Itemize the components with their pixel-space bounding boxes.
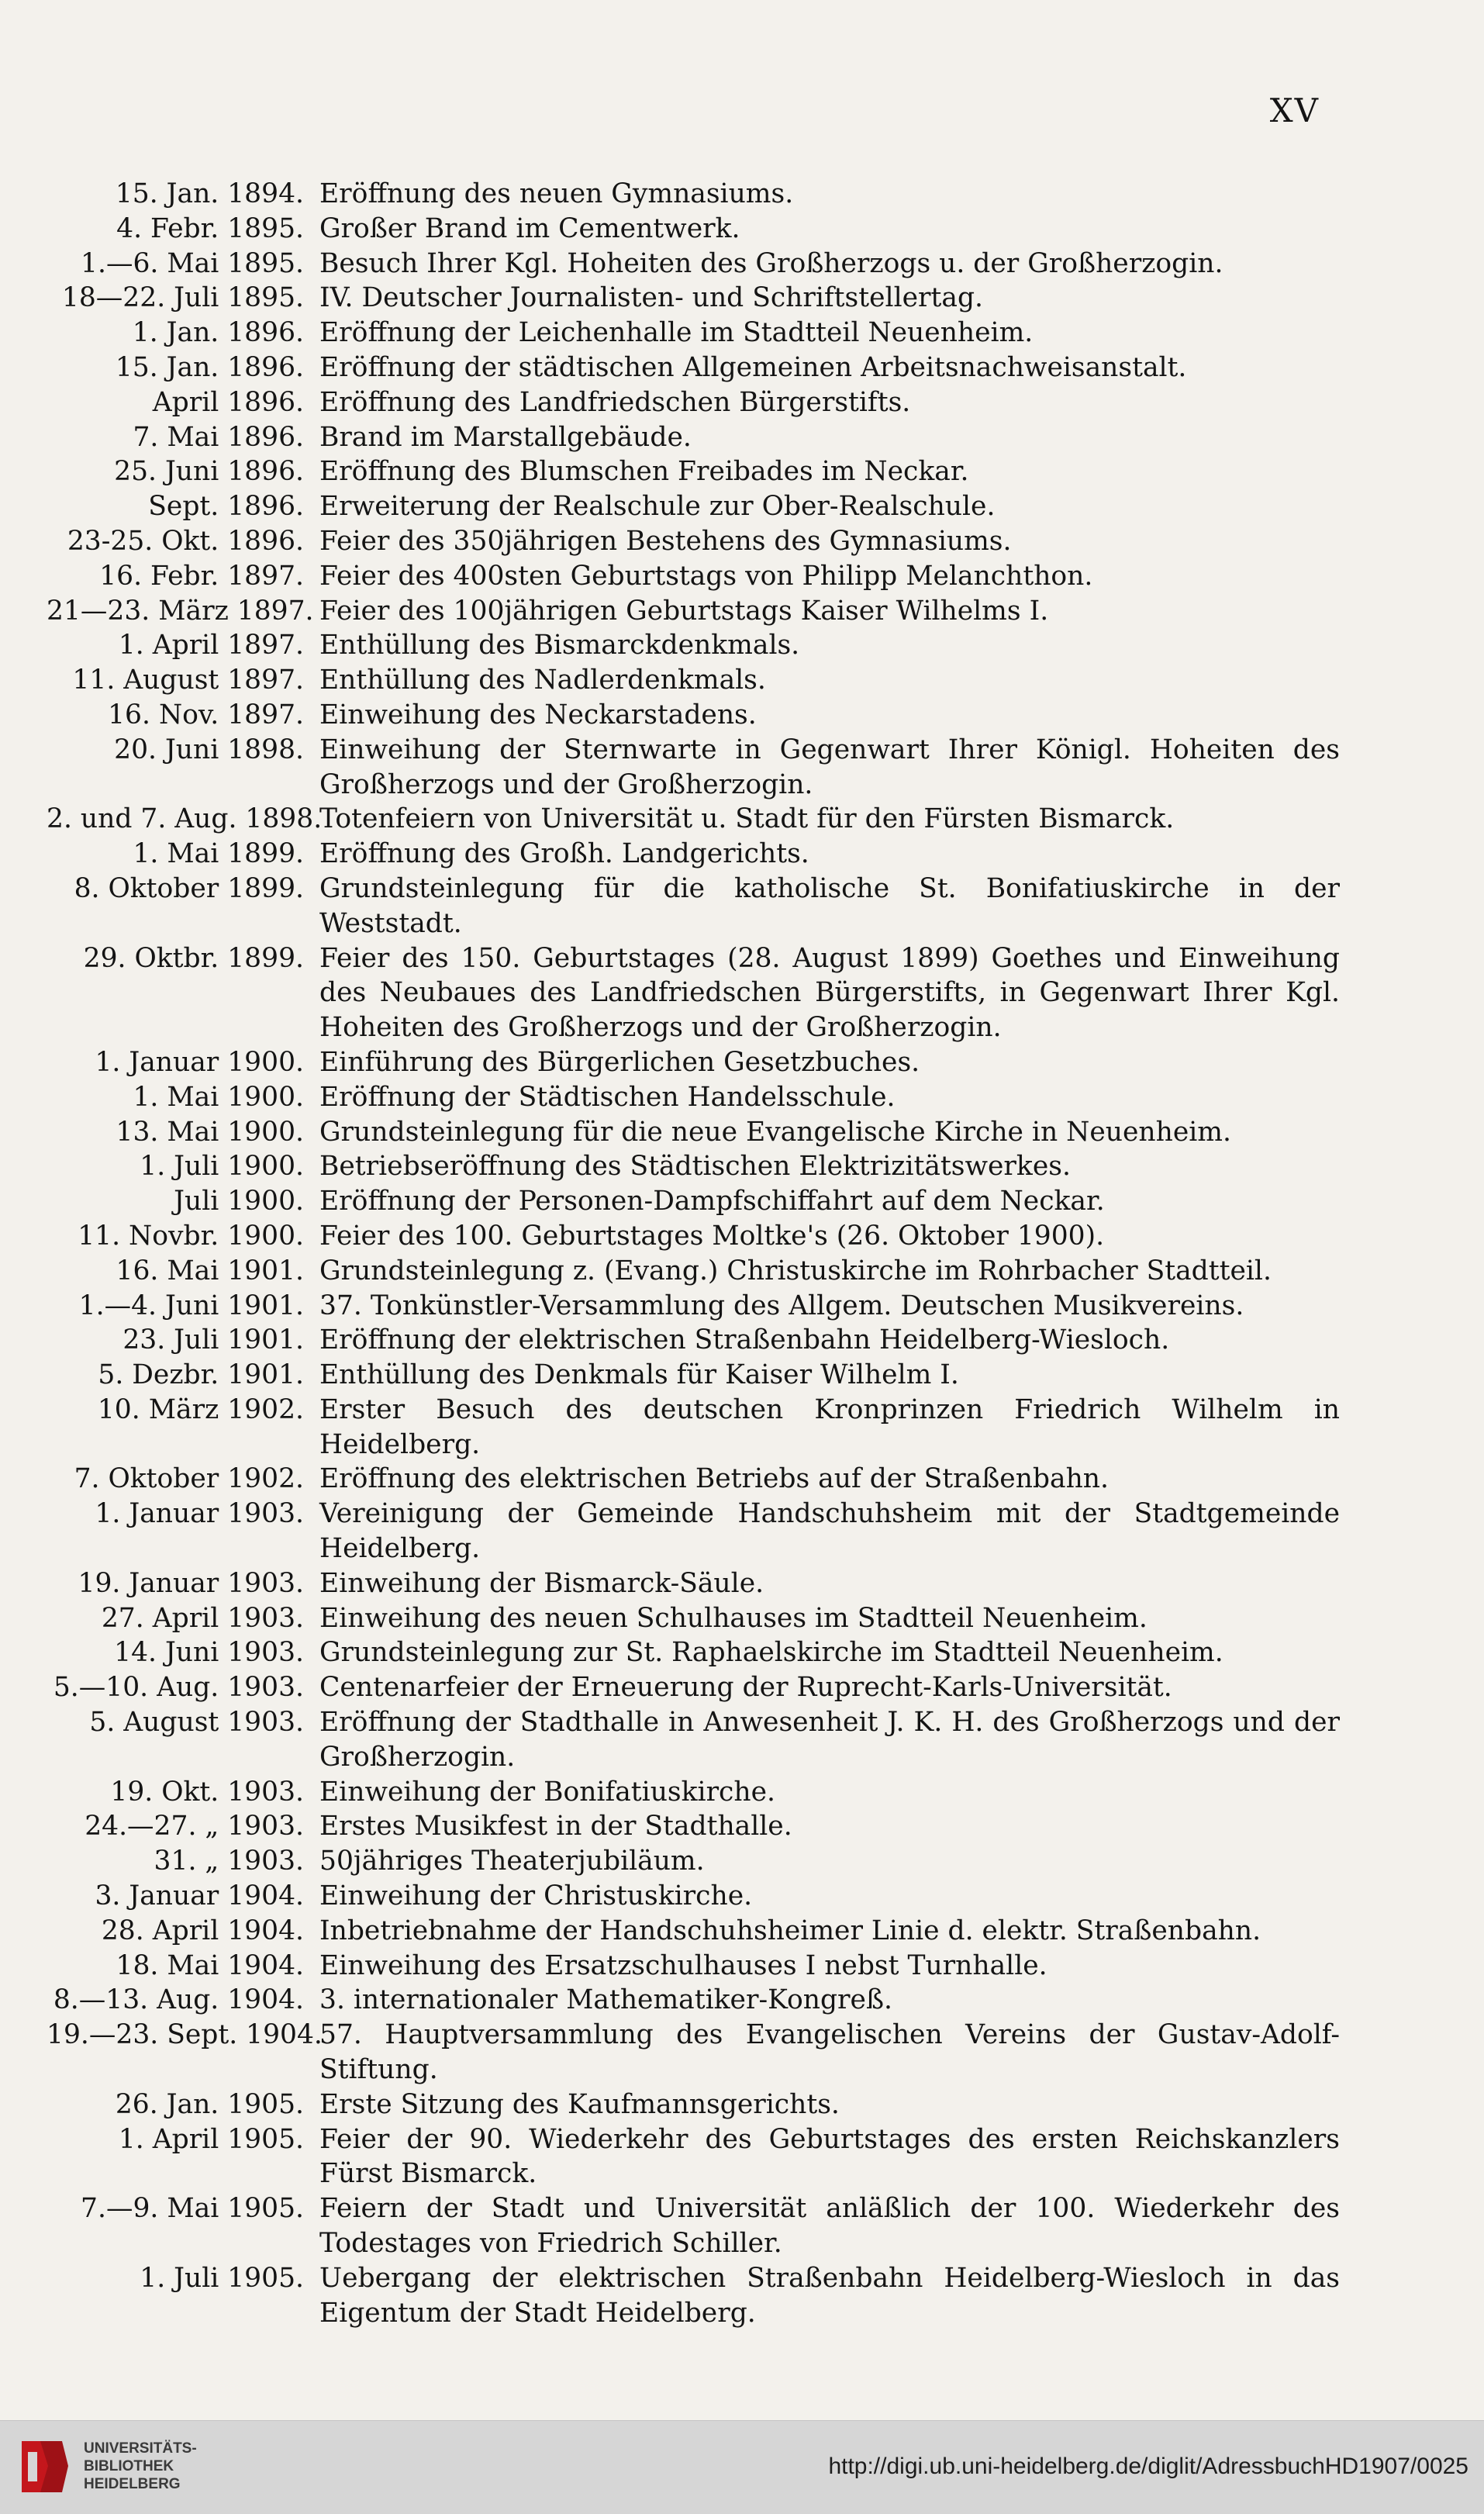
entry-event: Eröffnung der städtischen Allgemeinen Arbeitsnachweisanstalt.	[319, 351, 1187, 383]
chronology-entry	[47, 663, 1340, 698]
chronology-entry	[47, 420, 1340, 455]
source-url-link[interactable]: http://digi.ub.uni-heidelberg.de/diglit/AdressbuchHD1907/0025	[828, 2454, 1468, 2479]
entry-event: 37. Tonkünstler-Versammlung des Allgem. Deutschen Musikvereins.	[319, 1290, 1244, 1321]
entry-date: 20. Juni 1898.	[114, 734, 304, 765]
entry-date: 15. Jan. 1894.	[115, 178, 304, 209]
chronology-entry	[47, 1879, 1340, 1914]
entry-event: Einweihung des Neckarstadens.	[319, 699, 757, 730]
entry-event: Eröffnung des elektrischen Betriebs auf der Straßenbahn.	[319, 1463, 1109, 1495]
entry-date: 15. Jan. 1896.	[115, 351, 304, 383]
chronology-entry	[47, 385, 1340, 420]
entry-date: 8.—13. Aug. 1904.	[53, 1984, 304, 2016]
entry-date: 8. Oktober 1899.	[74, 872, 304, 904]
university-library-logo-icon	[14, 2435, 73, 2498]
entry-event: 50jähriges Theaterjubiläum.	[319, 1846, 705, 1877]
entry-event: Grundsteinlegung zur St. Raphaelskirche im Stadtteil Neuenheim.	[319, 1637, 1223, 1669]
chronology-entry	[47, 1497, 1340, 1566]
entry-event: Einweihung der Christuskirche.	[319, 1880, 753, 1912]
entry-event: Brand im Marstallgebäude.	[319, 421, 692, 453]
chronology-entry	[47, 1254, 1340, 1289]
chronology-entry	[47, 2018, 1340, 2088]
entry-event: Eröffnung der Personen-Dampfschiffahrt auf dem Neckar.	[319, 1186, 1105, 1217]
entry-event: Feier des 100jährigen Geburtstags Kaiser Wilhelms I.	[319, 595, 1049, 627]
chronology-entry	[47, 351, 1340, 385]
entry-date: 25. Juni 1896.	[114, 456, 304, 488]
chronology-entry	[47, 454, 1340, 489]
chronology-entry	[47, 1670, 1340, 1705]
chronology-entry	[47, 281, 1340, 316]
entry-event: 57. Hauptversammlung des Evangelischen Vereins der Gustav-Adolf-Stiftung.	[319, 2019, 1340, 2086]
chronology-entry	[47, 559, 1340, 594]
entry-date: 18. Mai 1904.	[116, 1949, 304, 1981]
chronology-entry	[47, 1705, 1340, 1775]
entry-date: April 1896.	[152, 386, 304, 418]
entry-event: Feier des 400sten Geburtstags von Philipp Melanchthon.	[319, 560, 1093, 592]
entry-event: Centenarfeier der Erneuerung der Ruprecht-Karls-Universität.	[319, 1672, 1172, 1704]
logo-line: HEIDELBERG	[84, 2476, 181, 2492]
entry-event: Einführung des Bürgerlichen Gesetzbuches.	[319, 1046, 920, 1078]
entry-event: Uebergang der elektrischen Straßenbahn Heidelberg-Wiesloch in das Eigentum der Stadt Heidelberg.	[319, 2262, 1340, 2329]
entry-event: Eröffnung der elektrischen Straßenbahn Heidelberg-Wiesloch.	[319, 1324, 1170, 1356]
entry-event: Einweihung der Bismarck-Säule.	[319, 1567, 764, 1599]
entry-date: 19. Januar 1903.	[78, 1567, 304, 1599]
entry-event: IV. Deutscher Journalisten- und Schriftstellertag.	[319, 282, 983, 314]
chronology-entry	[47, 489, 1340, 524]
chronology-entry	[47, 1983, 1340, 2018]
entry-event: Totenfeiern von Universität u. Stadt für den Fürsten Bismarck.	[319, 803, 1175, 835]
entry-event: Eröffnung des Blumschen Freibades im Neckar.	[319, 456, 969, 488]
chronology-entry	[47, 941, 1340, 1045]
entry-date: 5. August 1903.	[89, 1707, 304, 1739]
chronology-entry	[47, 1949, 1340, 1984]
entry-event: Feier des 350jährigen Bestehens des Gymnasiums.	[319, 525, 1012, 557]
chronology-entry	[47, 1566, 1340, 1601]
entry-date: 14. Juni 1903.	[114, 1637, 304, 1669]
footer-bar	[0, 2420, 1484, 2514]
chronology-entry	[47, 1775, 1340, 1810]
entry-date: 1. April 1905.	[118, 2123, 304, 2155]
entry-event: Erste Sitzung des Kaufmannsgerichts.	[319, 2088, 840, 2120]
entry-event: Betriebseröffnung des Städtischen Elektrizitätswerkes.	[319, 1151, 1071, 1183]
chronology-entry	[47, 1635, 1340, 1670]
chronology-entry	[47, 733, 1340, 803]
entry-event: Grundsteinlegung für die katholische St. Bonifatiuskirche in der Weststadt.	[319, 872, 1340, 939]
entry-event: Eröffnung der Städtischen Handelsschule.	[319, 1081, 896, 1113]
entry-date: 23-25. Okt. 1896.	[67, 525, 304, 557]
entry-date: 26. Jan. 1905.	[115, 2088, 304, 2120]
chronology-entry	[47, 872, 1340, 941]
chronology-entry	[47, 2191, 1340, 2261]
entry-date: 4. Febr. 1895.	[116, 212, 304, 244]
chronology-entry	[47, 1323, 1340, 1358]
entry-date: 7. Oktober 1902.	[74, 1463, 304, 1495]
entry-event: Einweihung der Sternwarte in Gegenwart Ihrer Königl. Hoheiten des Großherzogs und der Großherzogin.	[319, 734, 1340, 800]
entry-event: Feiern der Stadt und Universität anläßlich der 100. Wiederkehr des Todestages von Friedrich Schiller.	[319, 2193, 1340, 2260]
entry-event: Einweihung der Bonifatiuskirche.	[319, 1776, 775, 1808]
entry-event: Inbetriebnahme der Handschuhsheimer Linie d. elektr. Straßenbahn.	[319, 1915, 1261, 1946]
chronology-entry	[47, 1601, 1340, 1636]
entry-date: 5. Dezbr. 1901.	[98, 1359, 304, 1391]
entry-date: 24.—27. „ 1903.	[85, 1811, 304, 1842]
chronology-entry	[47, 1462, 1340, 1497]
chronology-entry	[47, 1219, 1340, 1254]
entry-date: 16. Mai 1901.	[116, 1255, 304, 1286]
chronology-entry	[47, 1844, 1340, 1879]
chronology-entry	[47, 1289, 1340, 1324]
chronology-entry	[47, 1149, 1340, 1184]
entry-event: Feier des 150. Geburtstages (28. August 1899) Goethes und Einweihung des Neubaues des Landfriedschen Bürgerstifts, in Gegenwart Ihrer Kgl. Hoheiten des Großherzogs und der Großherzogin.	[319, 942, 1340, 1044]
entry-event: Enthüllung des Denkmals für Kaiser Wilhelm I.	[319, 1359, 959, 1391]
entry-date: 11. August 1897.	[72, 665, 304, 696]
entry-date: 13. Mai 1900.	[116, 1116, 304, 1148]
logo-line: UNIVERSITÄTS-	[84, 2440, 197, 2457]
entry-date: 16. Febr. 1897.	[99, 560, 304, 592]
entry-event: Erweiterung der Realschule zur Ober-Realschule.	[319, 491, 996, 523]
entry-event: Erstes Musikfest in der Stadthalle.	[319, 1811, 792, 1842]
entry-date: 31. „ 1903.	[154, 1846, 304, 1877]
entry-event: Besuch Ihrer Kgl. Hoheiten des Großherzogs u. der Großherzogin.	[319, 247, 1223, 279]
entry-date: 1.—6. Mai 1895.	[81, 247, 304, 279]
entry-date: 10. März 1902.	[97, 1393, 304, 1425]
entry-date: 7.—9. Mai 1905.	[81, 2193, 304, 2225]
entry-date: 1. Mai 1900.	[133, 1081, 304, 1113]
entry-date: 28. April 1904.	[101, 1915, 304, 1946]
chronology-entry	[47, 1809, 1340, 1844]
entry-event: 3. internationaler Mathematiker-Kongreß.	[319, 1984, 892, 2016]
entry-event: Großer Brand im Cementwerk.	[319, 212, 740, 244]
entry-event: Eröffnung der Stadthalle in Anwesenheit J. K. H. des Großherzogs und der Großherzogin.	[319, 1707, 1340, 1773]
entry-date: 7. Mai 1896.	[133, 421, 304, 453]
chronology-entry	[47, 1115, 1340, 1150]
entry-event: Einweihung des Ersatzschulhauses I nebst Turnhalle.	[319, 1949, 1047, 1981]
entry-event: Grundsteinlegung z. (Evang.) Christuskirche im Rohrbacher Stadtteil.	[319, 1255, 1272, 1286]
chronology-entry	[47, 1045, 1340, 1080]
chronology-entry	[47, 247, 1340, 281]
entry-date: 19. Okt. 1903.	[110, 1776, 304, 1808]
entry-date: 1. April 1897.	[118, 630, 304, 661]
chronology-entry	[47, 177, 1340, 212]
entry-date: 1. Jan. 1896.	[132, 317, 304, 349]
entry-event: Eröffnung des Landfriedschen Bürgerstifts.	[319, 386, 911, 418]
chronology-entry	[47, 1184, 1340, 1219]
entry-event: Eröffnung der Leichenhalle im Stadtteil Neuenheim.	[319, 317, 1034, 349]
entry-date: 2. und 7. Aug. 1898.	[47, 803, 323, 835]
entry-event: Grundsteinlegung für die neue Evangelische Kirche in Neuenheim.	[319, 1116, 1231, 1148]
entry-event: Feier des 100. Geburtstages Moltke's (26. Oktober 1900).	[319, 1220, 1105, 1252]
entry-date: 18—22. Juli 1895.	[61, 282, 304, 314]
chronology-entry	[47, 1358, 1340, 1393]
entry-date: 1.—4. Juni 1901.	[78, 1290, 304, 1321]
chronology-entry	[47, 2261, 1340, 2331]
entry-date: 5.—10. Aug. 1903.	[53, 1672, 304, 1704]
chronology-entry	[47, 1914, 1340, 1949]
logo-line: BIBLIOTHEK	[84, 2458, 174, 2474]
entry-event: Einweihung des neuen Schulhauses im Stadtteil Neuenheim.	[319, 1602, 1148, 1634]
entry-date: 16. Nov. 1897.	[108, 699, 304, 730]
entry-date: 1. Januar 1900.	[95, 1046, 304, 1078]
chronology-entry	[47, 698, 1340, 733]
chronology-entry	[47, 316, 1340, 351]
chronology-entry	[47, 1393, 1340, 1462]
entry-date: 1. Juli 1905.	[140, 2262, 304, 2294]
chronology-entry	[47, 212, 1340, 247]
entry-date: 19.—23. Sept. 1904.	[47, 2019, 323, 2051]
entry-date: 1. Juli 1900.	[140, 1151, 304, 1183]
chronology-entry	[47, 802, 1340, 837]
entry-date: 3. Januar 1904.	[95, 1880, 304, 1912]
entry-event: Vereinigung der Gemeinde Handschuhsheim mit der Stadtgemeinde Heidelberg.	[319, 1498, 1340, 1565]
chronology-list	[47, 177, 1340, 2330]
entry-date: Sept. 1896.	[148, 491, 304, 523]
chronology-entry	[47, 524, 1340, 559]
entry-date: 23. Juli 1901.	[123, 1324, 304, 1356]
entry-date: 1. Januar 1903.	[95, 1498, 304, 1530]
chronology-entry	[47, 594, 1340, 629]
entry-event: Erster Besuch des deutschen Kronprinzen Friedrich Wilhelm in Heidelberg.	[319, 1393, 1340, 1460]
chronology-entry	[47, 1080, 1340, 1115]
entry-date: Juli 1900.	[174, 1186, 304, 1217]
library-logo-text	[84, 2440, 197, 2493]
entry-event: Eröffnung des neuen Gymnasiums.	[319, 178, 794, 209]
entry-date: 29. Oktbr. 1899.	[83, 942, 304, 974]
chronology-entry	[47, 628, 1340, 663]
chronology-entry	[47, 2088, 1340, 2122]
entry-date: 27. April 1903.	[101, 1602, 304, 1634]
entry-event: Enthüllung des Nadlerdenkmals.	[319, 665, 766, 696]
chronology-entry	[47, 2122, 1340, 2192]
entry-date: 1. Mai 1899.	[133, 838, 304, 870]
entry-date: 11. Novbr. 1900.	[78, 1220, 304, 1252]
page-number: XV	[1269, 92, 1320, 129]
entry-event: Enthüllung des Bismarckdenkmals.	[319, 630, 800, 661]
entry-event: Eröffnung des Großh. Landgerichts.	[319, 838, 809, 870]
chronology-entry	[47, 837, 1340, 872]
entry-event: Feier der 90. Wiederkehr des Geburtstages des ersten Reichskanzlers Fürst Bismarck.	[319, 2123, 1340, 2190]
entry-date: 21—23. März 1897.	[47, 595, 314, 627]
